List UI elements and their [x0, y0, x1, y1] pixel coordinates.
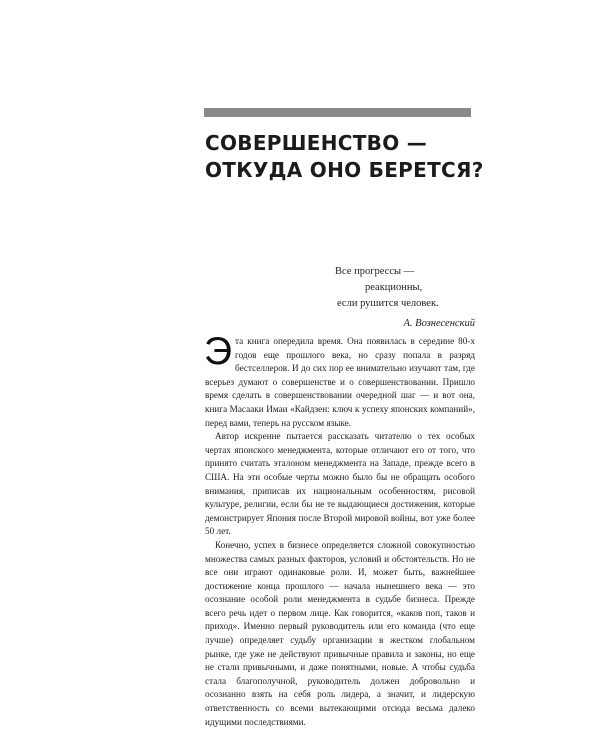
epigraph-line-3: если рушится человек.	[337, 298, 439, 309]
epigraph	[335, 264, 475, 332]
paragraph-1-text: та книга опередила время. Она появилась в середине 80-х годов еще прошлого века, но сразу попала в разряд бестселлеров. И до сих пор ее внимательно изучают там, где всерьез думают о совершенстве и о совершенствовании. Пришло время сделать в совершенствовании очередной шаг — и вот она, книга Масааки Имаи «Кайдзен: ключ к успеху японских компаний», перед вами, теперь на русском языке.	[205, 336, 475, 428]
chapter-title	[205, 130, 505, 184]
drop-cap: Э	[204, 330, 233, 373]
paragraph-3: Конечно, успех в бизнесе определяется сложной совокупностью множества самых разных факторов, условий и обстоятельств. Но не все они играют одинаковые роли. И, может быть, важнейшее достижение конца прошлого — начала нынешнего века — это осознание особой роли менеджмента в судьбе бизнеса. Прежде всего речь идет о первом лице. Как говорится, «каков поп, таков и приход». Именно первый руководитель или его команда (что еще лучше) определяет судьбу организации в жестком глобальном рынке, где уже не действуют привычные правила и законы, но еще не стали привычными, и даже понятными, новые. А чтобы судьба стала благополучной, руководитель должен добровольно и осознанно взять на себя роль лидера, а значит, и лидерскую ответственность со всеми вытекающими отсюда весьма далеко идущими последствиями.	[205, 539, 475, 727]
epigraph-line-1: Все прогрессы —	[335, 266, 415, 277]
chapter-title-line-2: ОТКУДА ОНО БЕРЕТСЯ?	[205, 158, 484, 182]
chapter-title-line-1: СОВЕРШЕНСТВО —	[205, 131, 428, 155]
paragraph-1	[204, 330, 475, 430]
epigraph-line-2: реакционны,	[365, 282, 423, 293]
epigraph-author: А. Вознесенский	[403, 318, 475, 329]
body-text	[204, 330, 475, 729]
paragraph-2: Автор искренне пытается рассказать читателю о тех особых чертах японского менеджмента, которые отличают его от того, что принято считать эталоном менеджмента на Западе, прежде всего в США. На эти особые черты можно было бы не обращать особого внимания, приписав их национальным особенностям, рисовой культуре, религии, если бы не те выдающиеся достижения, которые демонстрирует Япония после Второй мировой войны, вот уже более 50 лет.	[205, 431, 475, 537]
chapter-header-rule	[204, 108, 471, 117]
